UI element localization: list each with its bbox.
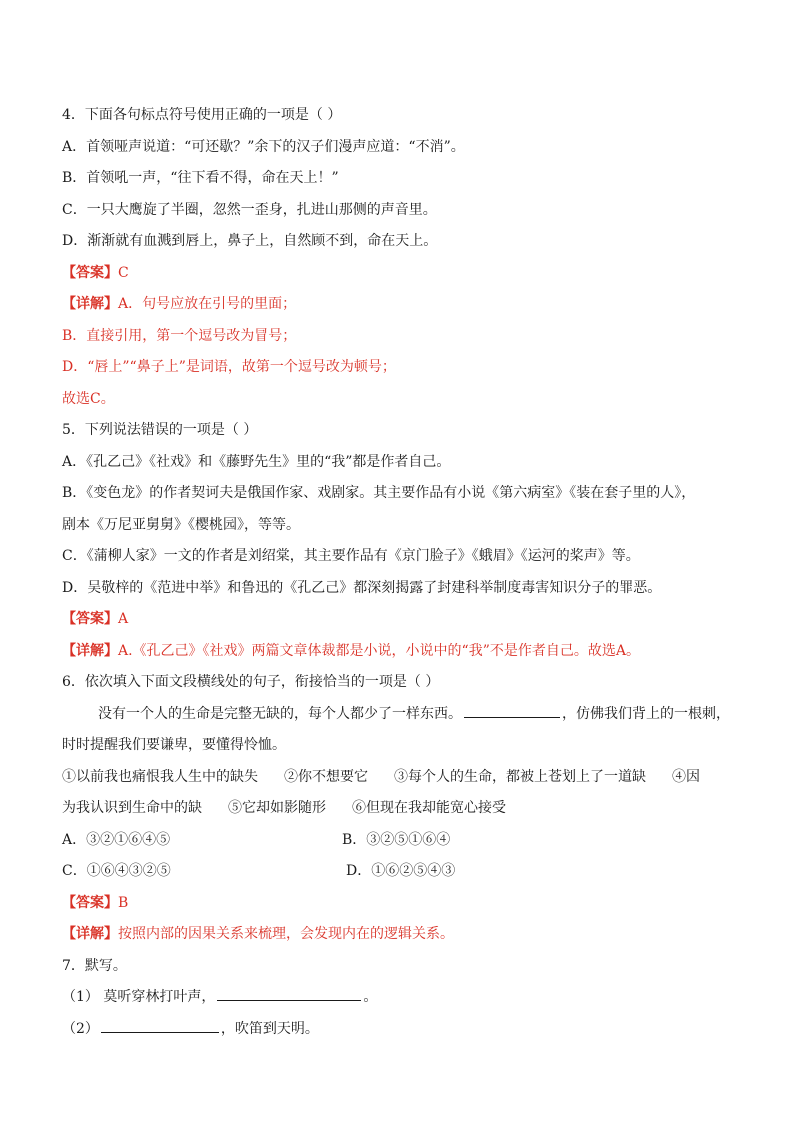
q6-fragment: ⑤它却如影随形: [228, 800, 326, 816]
exam-page: [62, 100, 742, 1045]
explain-tag: 【详解】: [62, 642, 118, 659]
q4-explain-4: 故选C。: [62, 390, 115, 407]
q5-option-b: B．《变色龙》的作者契诃夫是俄国作家、戏剧家。其主要作品有小说《第六病室》《装在套子里的人》，: [62, 485, 696, 501]
answer-value: A: [118, 611, 129, 627]
q4-explain-2: B．直接引用，第一个逗号改为冒号；: [62, 327, 297, 344]
explain-text: A．句号应放在引号的里面；: [118, 296, 297, 312]
q5-answer: [62, 604, 742, 636]
answer-tag: 【答案】: [62, 611, 118, 627]
q7-blank-1: [217, 984, 361, 1001]
q6-fragment: ①以前我也痛恨我人生中的缺失: [62, 768, 258, 785]
q4-option-b: B．首领吼一声，“往下看不得，命在天上！”: [62, 170, 339, 186]
answer-value: C: [118, 264, 129, 281]
q7-blank-2: [101, 1016, 219, 1033]
q7-item1-suffix: 。: [363, 989, 378, 1005]
q7-item-2: [62, 1014, 742, 1046]
q4-explain-3: D．“唇上”“鼻子上”是词语，故第一个逗号改为顿号；: [62, 359, 396, 375]
q7-item-1: [62, 982, 742, 1014]
answer-value: B: [118, 894, 129, 911]
q6-fragment: 为我认识到生命中的缺: [62, 800, 202, 816]
q7-stem: 7．默写。: [62, 957, 127, 974]
q7-item2-prefix: （2）: [62, 1020, 99, 1037]
explain-text: 按照内部的因果关系来梳理，会发现内在的逻辑关系。: [118, 926, 454, 942]
answer-tag: 【答案】: [62, 894, 118, 911]
q5-stem: 5．下列说法错误的一项是（ ）: [62, 422, 258, 438]
q6-passage-line-1: [62, 699, 742, 731]
q5-option-a: A．《孔乙己》《社戏》和《藤野先生》里的“我”都是作者自己。: [62, 453, 451, 470]
q6-fragments-line-1: [62, 762, 742, 794]
q5-explain: [62, 636, 742, 668]
q6-option-b: B．③②⑤①⑥④: [342, 831, 451, 848]
q4-option-d: D．渐渐就有血溅到唇上，鼻子上，自然顾不到，命在天上。: [62, 233, 438, 249]
q7-item2-suffix: ，吹笛到天明。: [220, 1020, 319, 1037]
explain-text: A.《孔乙己》《社戏》两篇文章体裁都是小说，小说中的“我”不是作者自己。故选A。: [118, 642, 640, 659]
q4-stem: 4．下面各句标点符号使用正确的一项是（ ）: [62, 107, 342, 123]
q6-options-row-2: [62, 856, 742, 888]
q4-option-a: A．首领哑声说道：“可还歇？”余下的汉子们漫声应道：“不消”。: [62, 138, 465, 155]
q6-answer: [62, 888, 742, 920]
q7-item1-prefix: （1） 莫听穿林打叶声，: [62, 989, 216, 1005]
q6-passage-line-2: 时时提醒我们要谦卑，要懂得怜恤。: [62, 737, 286, 753]
q6-passage-part2: ，仿佛我们背上的一根刺，: [562, 705, 730, 722]
answer-tag: 【答案】: [62, 264, 118, 281]
q5-option-b-cont: 剧本《万尼亚舅舅》《樱桃园》，等等。: [62, 516, 300, 533]
q6-option-c: C．①⑥④③②⑤: [62, 863, 171, 879]
q6-option-a: A．③②①⑥④⑤: [62, 831, 171, 848]
q5-option-c: C．《蒲柳人家》一文的作者是刘绍棠，其主要作品有《京门脸子》《蛾眉》《运河的桨声》等。: [62, 548, 640, 564]
q4-explain-1: [62, 289, 742, 321]
q4-answer: [62, 258, 742, 290]
q6-stem: 6．依次填入下面文段横线处的句子，衔接恰当的一项是（ ）: [62, 674, 440, 690]
q6-passage-part1: 没有一个人的生命是完整无缺的，每个人都少了一样东西。: [98, 705, 462, 722]
q5-option-d: D．吴敬梓的《范进中举》和鲁迅的《孔乙己》都深刻揭露了封建科举制度毒害知识分子的罪恶。: [62, 579, 662, 596]
explain-tag: 【详解】: [62, 296, 118, 312]
q6-option-d: D．①⑥②⑤④③: [346, 863, 456, 879]
q6-fragment: ⑥但现在我却能宽心接受: [352, 800, 506, 816]
q6-blank: [464, 701, 560, 718]
q6-fragment: ③每个人的生命，都被上苍划上了一道缺: [394, 768, 646, 785]
q6-fragment: ④因: [672, 768, 700, 785]
q6-fragments-line-2: [62, 793, 742, 825]
q6-explain: [62, 919, 742, 951]
q6-fragment: ②你不想要它: [284, 768, 368, 785]
q4-option-c: C．一只大鹰旋了半圈，忽然一歪身，扎进山那侧的声音里。: [62, 201, 437, 218]
q6-options-row-1: [62, 825, 742, 857]
explain-tag: 【详解】: [62, 926, 118, 942]
